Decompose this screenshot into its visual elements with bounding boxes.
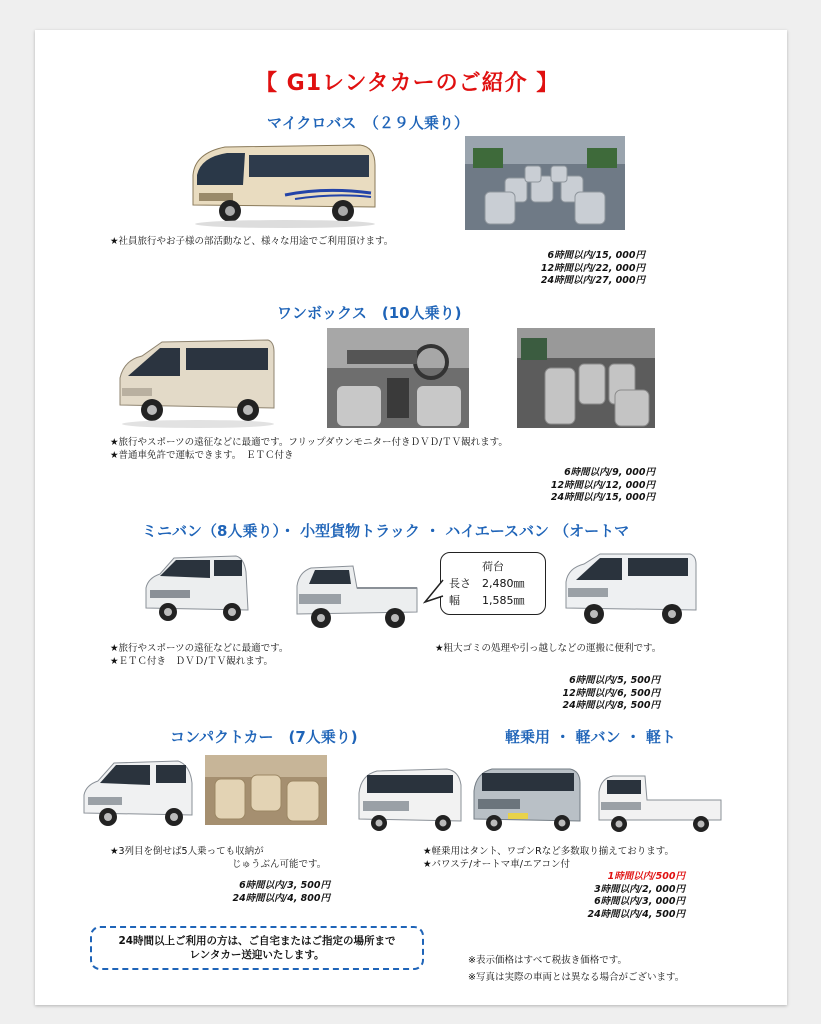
truck-note: ★粗大ゴミの処理や引っ越しなどの運搬に便利です。 [435, 643, 662, 654]
note-line: ★ＥＴＣ付き ＤＶＤ/ＴＶ観れます。 [110, 656, 273, 667]
microbus-price-list [465, 250, 645, 288]
onebox-notes [110, 436, 508, 462]
price-line: 6時間以内/5, 500円 [569, 675, 660, 686]
microbus-note: ★社員旅行やお子様の部活動など、様々な用途でご利用頂けます。 [110, 236, 394, 247]
notice-line: レンタカー送迎いたします。 [189, 949, 325, 961]
footnotes [468, 952, 684, 986]
price-line: 24時間以内/27, 000円 [540, 275, 645, 286]
footnote-line: ※写真は実際の車両とは異なる場合がございます。 [468, 972, 685, 983]
minivan-price-list [480, 675, 660, 713]
kei-van-photo [470, 765, 585, 837]
kei-truck-photo [595, 770, 725, 838]
note-line: ★旅行やスポーツの遠征などに最適です。 [110, 643, 289, 654]
callout-width: 幅 1,585㎜ [449, 594, 525, 607]
compact-car-photo [80, 755, 198, 833]
compact-price-list [150, 880, 330, 905]
microbus-interior-photo [465, 136, 625, 230]
kei-notes [423, 845, 674, 871]
footnote-line: ※表示価格はすべて税抜き価格です。 [468, 955, 628, 966]
callout-title: 荷台 [482, 560, 504, 573]
page-title: 【 G1レンタカーのご紹介 】 [255, 71, 560, 96]
onebox-interior-photo [517, 328, 655, 428]
note-line: ★パワステ/オートマ車/エアコン付 [423, 859, 570, 870]
note-line: ★旅行やスポーツの遠征などに最適です。フリップダウンモニター付きＤＶＤ/ＴＶ観れます。 [110, 437, 508, 448]
price-line: 12時間以内/12, 000円 [550, 479, 655, 491]
compact-notes [110, 845, 326, 871]
document-page [35, 30, 787, 1005]
hiace-van-photo [560, 548, 700, 630]
price-line: 6時間以内/3, 000円 [594, 896, 685, 907]
onebox-price-list [475, 467, 655, 505]
callout-length: 長さ 2,480㎜ [449, 577, 525, 590]
kei-price-list [505, 871, 685, 921]
callout-pointer [423, 578, 445, 606]
price-line: 24時間以内/15, 000円 [550, 492, 655, 503]
section-heading-onebox: ワンボックス (10人乗り) [277, 304, 462, 322]
price-line: 3時間以内/2, 000円 [594, 883, 685, 895]
price-line: 6時間以内/15, 000円 [547, 250, 645, 261]
truck-photo [293, 552, 423, 637]
note-line: じゅうぶん可能です。 [232, 859, 327, 870]
minivan-photo [140, 550, 252, 628]
section-heading-microbus: マイクロバス （２９人乗り） [267, 114, 469, 132]
price-line: 24時間以内/8, 500円 [562, 700, 660, 711]
note-line: ★3列目を倒せば5人乗っても収納が [110, 846, 264, 857]
note-line: ★普通車免許で運転できます。 ＥＴＣ付き [110, 450, 294, 461]
pickup-notice-box [90, 926, 424, 970]
price-line: 12時間以内/6, 500円 [562, 687, 660, 699]
kei-tanto-photo [355, 765, 465, 837]
section-heading-kei: 軽乗用 ・ 軽バン ・ 軽ト [505, 728, 676, 746]
section-heading-minivan: ミニバン（8人乗り）・ 小型貨物トラック ・ ハイエースバン （オートマ [142, 522, 630, 540]
compact-interior-photo [205, 755, 327, 825]
price-line: 6時間以内/9, 000円 [564, 467, 655, 478]
microbus-exterior-photo [185, 135, 380, 230]
notice-line: 24時間以上ご利用の方は、ご自宅またはご指定の場所まで [118, 935, 396, 947]
truck-bed-callout [440, 552, 546, 615]
price-line: 6時間以内/3, 500円 [239, 880, 330, 891]
onebox-exterior-photo [110, 330, 278, 430]
note-line: ★軽乗用はタント、ワゴンRなど多数取り揃えております。 [423, 846, 675, 857]
minivan-notes [110, 642, 288, 668]
price-line: 24時間以内/4, 800円 [232, 892, 330, 904]
price-line-highlight: 1時間以内/500円 [607, 871, 685, 882]
onebox-cockpit-photo [327, 328, 469, 428]
price-line: 24時間以内/4, 500円 [587, 908, 685, 920]
section-heading-compact: コンパクトカー (7人乗り) [170, 728, 358, 746]
price-line: 12時間以内/22, 000円 [540, 262, 645, 274]
